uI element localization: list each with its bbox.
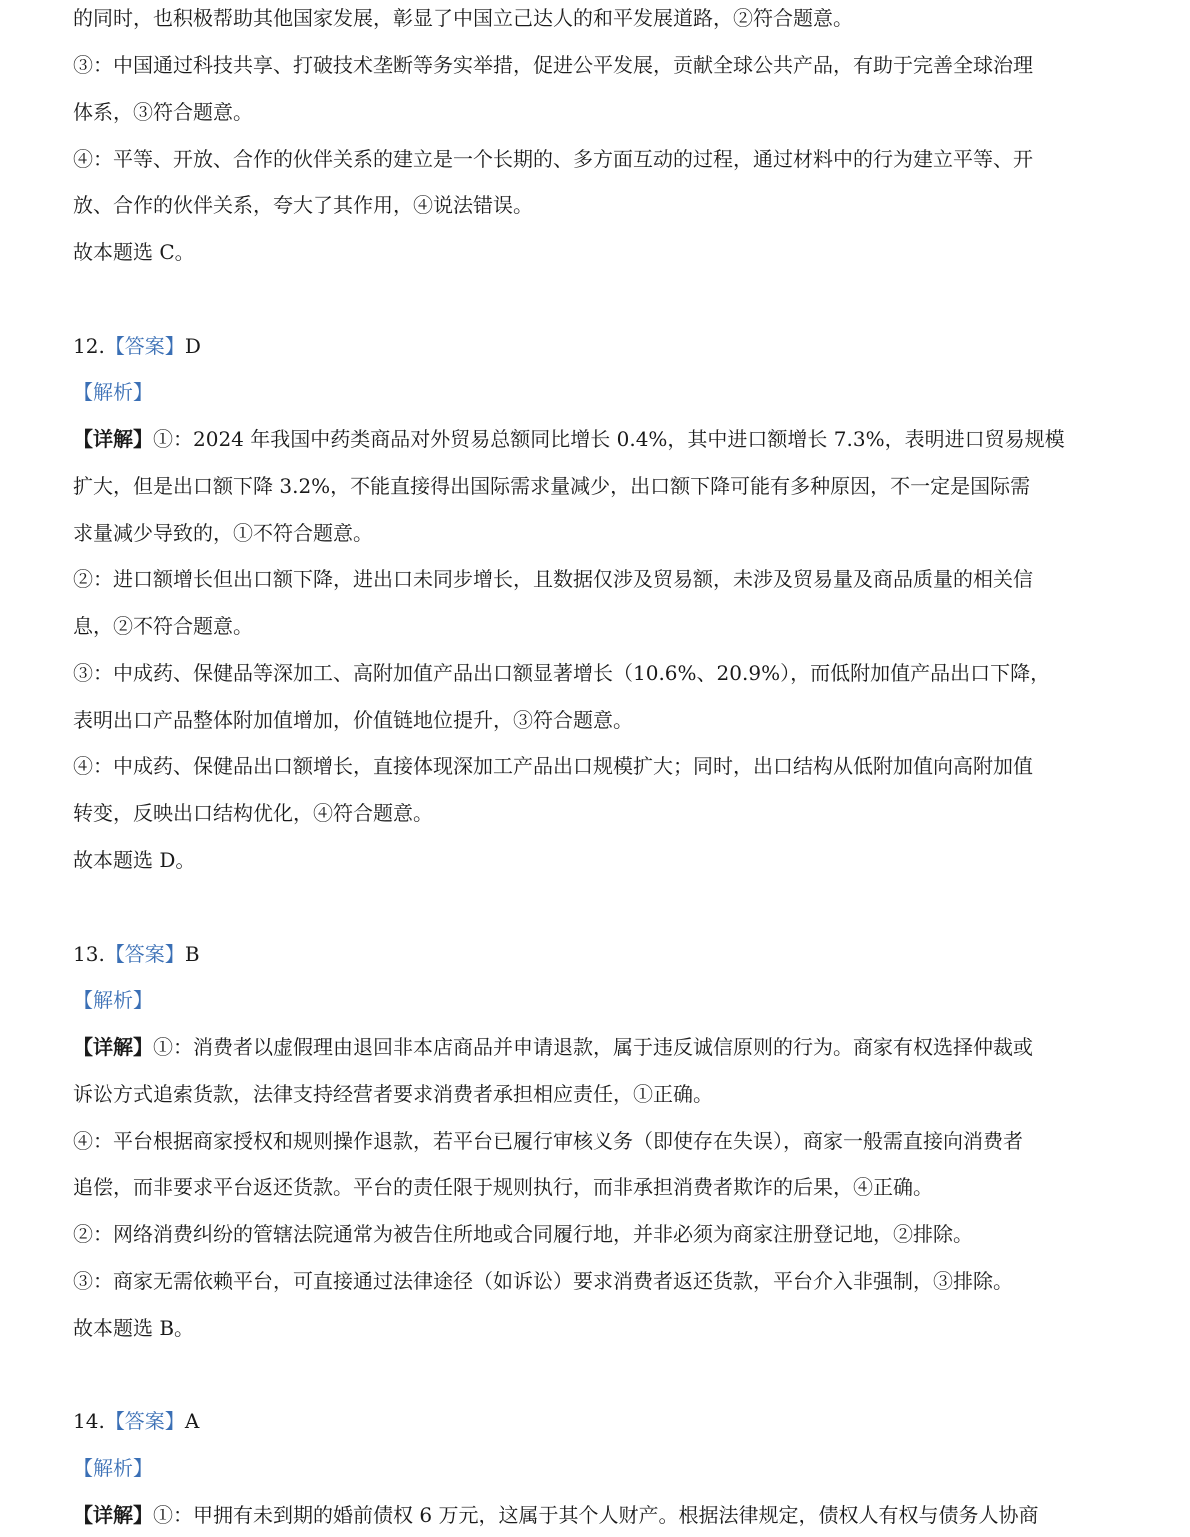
q13-conclusion: 故本题选 B。	[73, 1316, 195, 1340]
q12-detail-line-4: ②：进口额增长但出口额下降，进出口未同步增长，且数据仅涉及贸易额，未涉及贸易量及商品质量的相关信	[73, 567, 1033, 591]
q12-answer-tag: 【答案】	[104, 334, 185, 358]
q13-detail-line-3: ④：平台根据商家授权和规则操作退款，若平台已履行审核义务（即使存在失误），商家一般需直接向消费者	[73, 1129, 1023, 1153]
q11-line-3: 体系，③符合题意。	[73, 100, 253, 124]
q13-answer-line	[73, 941, 1123, 967]
q11-line-2: ③：中国通过科技共享、打破技术垄断等务实举措，促进公平发展，贡献全球公共产品，有助于完善全球治理	[73, 53, 1033, 77]
q11-line-1: 的同时，也积极帮助其他国家发展，彰显了中国立己达人的和平发展道路，②符合题意。	[73, 6, 853, 30]
q14-detail-tag: 【详解】	[73, 1503, 153, 1527]
q14-detail-line-1	[73, 1502, 1123, 1528]
q14-answer: A	[184, 1409, 200, 1433]
q12-detail-line-2: 扩大，但是出口额下降 3.2%，不能直接得出国际需求量减少，出口额下降可能有多种原因，不一定是国际需	[73, 474, 1031, 498]
q12-detail-line-3: 求量减少导致的，①不符合题意。	[73, 521, 373, 545]
q13-number: 13.	[73, 942, 105, 966]
q12-detail-line-6: ③：中成药、保健品等深加工、高附加值产品出口额显著增长（10.6%、20.9%），而低附加值产品出口下降，	[73, 661, 1051, 685]
q12-answer: D	[184, 334, 201, 358]
q13-detail-line-6: ③：商家无需依赖平台，可直接通过法律途径（如诉讼）要求消费者返还货款，平台介入非强制，③排除。	[73, 1269, 1013, 1293]
q12-answer-line	[73, 333, 1123, 359]
q13-detail-text-1: ①：消费者以虚假理由退回非本店商品并申请退款，属于违反诚信原则的行为。商家有权选择仲裁或	[153, 1035, 1033, 1059]
q11-line-4: ④：平等、开放、合作的伙伴关系的建立是一个长期的、多方面互动的过程，通过材料中的行为建立平等、开	[73, 147, 1033, 171]
q13-answer: B	[184, 942, 200, 966]
q12-detail-line-5: 息，②不符合题意。	[73, 614, 253, 638]
q11-line-5: 放、合作的伙伴关系，夸大了其作用，④说法错误。	[73, 193, 533, 217]
q12-detail-text-1: ①：2024 年我国中药类商品对外贸易总额同比增长 0.4%，其中进口额增长 7.3%，表明进口贸易规模	[153, 427, 1065, 451]
q14-answer-tag: 【答案】	[104, 1409, 185, 1433]
q12-number: 12.	[73, 334, 105, 358]
q13-detail-line-2: 诉讼方式追索货款，法律支持经营者要求消费者承担相应责任，①正确。	[73, 1082, 713, 1106]
q12-detail-tag: 【详解】	[73, 427, 153, 451]
q13-detail-line-1	[73, 1034, 1123, 1060]
q14-number: 14.	[73, 1409, 105, 1433]
q13-detail-line-5: ②：网络消费纠纷的管辖法院通常为被告住所地或合同履行地，并非必须为商家注册登记地，②排除。	[73, 1222, 973, 1246]
q13-analysis-tag: 【解析】	[73, 988, 153, 1012]
q14-detail-text-1: ①：甲拥有未到期的婚前债权 6 万元，这属于其个人财产。根据法律规定，债权人有权与债务人协商	[153, 1503, 1039, 1527]
q14-answer-line	[73, 1408, 1123, 1434]
q13-answer-tag: 【答案】	[104, 942, 185, 966]
q12-conclusion: 故本题选 D。	[73, 848, 196, 872]
q11-conclusion: 故本题选 C。	[73, 240, 195, 264]
q12-analysis-tag: 【解析】	[73, 380, 153, 404]
q12-detail-line-9: 转变，反映出口结构优化，④符合题意。	[73, 801, 433, 825]
q13-detail-line-4: 追偿，而非要求平台返还货款。平台的责任限于规则执行，而非承担消费者欺诈的后果，④正确。	[73, 1175, 933, 1199]
q12-detail-line-1	[73, 426, 1123, 452]
q12-detail-line-7: 表明出口产品整体附加值增加，价值链地位提升，③符合题意。	[73, 708, 633, 732]
q14-analysis-tag: 【解析】	[73, 1456, 153, 1480]
q12-detail-line-8: ④：中成药、保健品出口额增长，直接体现深加工产品出口规模扩大；同时，出口结构从低附加值向高附加值	[73, 754, 1033, 778]
q13-detail-tag: 【详解】	[73, 1035, 153, 1059]
